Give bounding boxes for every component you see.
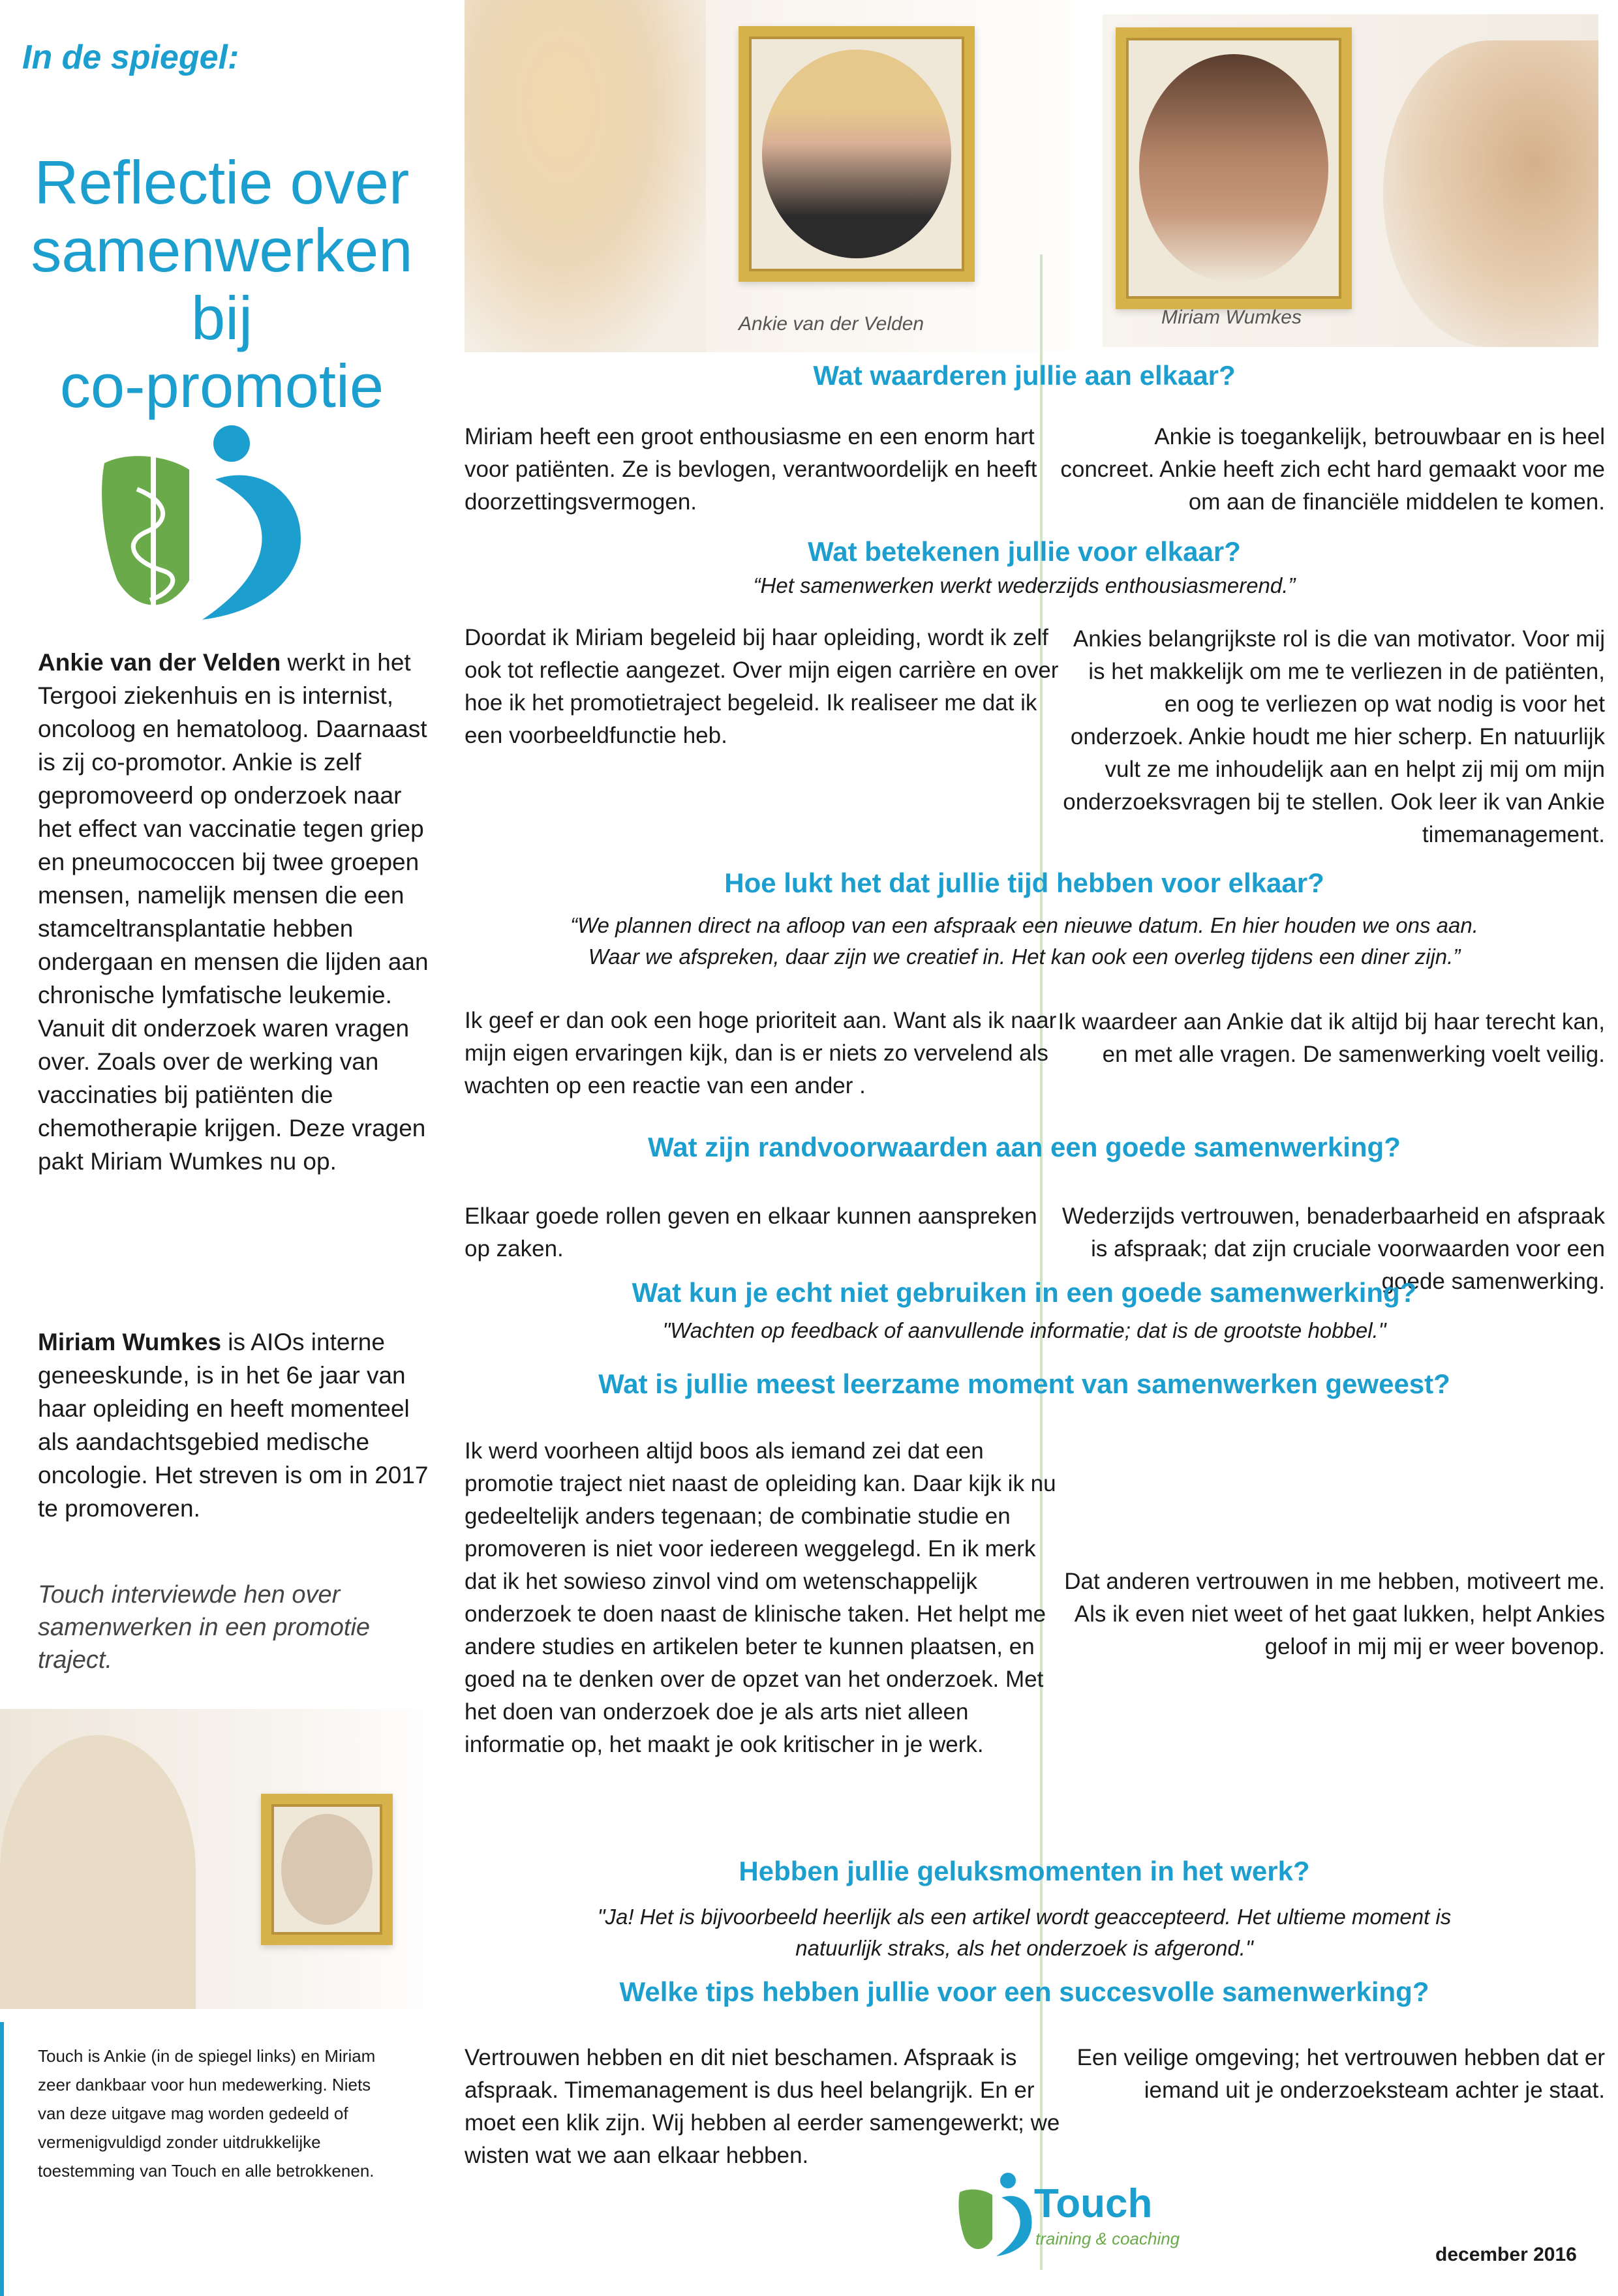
photo-ankie — [465, 0, 1117, 352]
answer-2-left: Doordat ik Miriam begeleid bij haar opleiding, wordt ik zelf ook tot reflectie aangezet. Over mijn eigen carrière en over hoe ik het promotietraject begeleid. Ik realiseer me dat ik een voorbeeldfunctie heb. — [465, 625, 1059, 748]
page-title — [26, 149, 418, 420]
answer-4-left: Elkaar goede rollen geven en elkaar kunnen aanspreken op zaken. — [465, 1203, 1037, 1261]
person-blur — [465, 0, 706, 352]
answer-6-left: Ik werd voorheen altijd boos als iemand zei dat een promotie traject niet naast de opleiding kan. Daar kijk ik nu gedeeltelijk anders tegenaan; de combinatie studie en promoveren is niet voor iedereen weggelegd. En ik merk dat ik het sowieso zinvol vind om wetenschappelijk onderzoek te doen naast de klinische taken. Het helpt me andere studies en artikelen beter te kunnen plaatsen, en goed na te denken over de opzet van het onderzoek. Met het doen van onderzoek doe je als arts niet alleen informatie op, het maakt je ook kritischer in je werk. — [465, 1438, 1056, 1757]
logo-name: Touch — [1034, 2181, 1153, 2226]
kicker: In de spiegel: — [22, 38, 239, 76]
issue-date: december 2016 — [1435, 2244, 1577, 2265]
quote-line: “We plannen direct na afloop van een afspraak een nieuwe datum. En hier houden we ons aan. — [570, 913, 1478, 937]
question-2: Wat betekenen jullie voor elkaar? — [808, 536, 1241, 567]
title-line: samenwerken — [31, 216, 413, 284]
miriam-bio-text: is AIOs interne geneeskunde, is in het 6e jaar van haar opleiding en heeft momenteel als aandachtsgebied medische oncologie. Het streven is om in 2017 te promoveren. — [38, 1329, 429, 1522]
quote-3 — [444, 910, 1605, 973]
person-blur-right — [1383, 40, 1598, 347]
photo-small — [0, 1709, 444, 2009]
question-1: Wat waarderen jullie aan elkaar? — [813, 360, 1236, 391]
answer-8-left: Vertrouwen hebben en dit niet beschamen. Afspraak is afspraak. Timemanagement is dus heel belangrijk. En er moet een klik zijn. Wij hebben al eerder samengewerkt; we wisten wat we aan elkaar hebben. — [465, 2045, 1060, 2168]
question-7: Hebben jullie geluksmomenten in het werk? — [739, 1856, 1310, 1886]
mirror-frame-miriam — [1116, 27, 1352, 309]
logo-green-shape — [958, 2190, 992, 2249]
touch-logo-icon — [91, 417, 326, 633]
answer-3-right: Ik waardeer aan Ankie dat ik altijd bij haar terecht kan, en met alle vragen. De samenwerking voelt veilig. — [1058, 1009, 1605, 1067]
ankie-name: Ankie van der Velden — [38, 649, 281, 676]
question-5: Wat kun je echt niet gebruiken in een goede samenwerking? — [632, 1277, 1417, 1308]
footer-logo — [956, 2169, 1230, 2267]
touch-logo-small-icon — [956, 2169, 1034, 2260]
quote-2 — [444, 570, 1605, 601]
answer-1-left: Miriam heeft een groot enthousiasme en een enorm hart voor patiënten. Ze is bevlogen, verantwoordelijk en heeft doorzettingsvermogen. — [465, 424, 1037, 515]
quote-5 — [444, 1315, 1605, 1346]
mirror-frame-small — [261, 1794, 393, 1945]
portrait-miriam — [1139, 54, 1328, 282]
answer-2-right: Ankies belangrijkste rol is die van motivator. Voor mij is het makkelijk om me te verliezen in de patiënten, en oog te verliezen op wat nodig is voor het onderzoek. Ankie houdt me hier scherp. En natuurlijk vult ze me inhoudelijk aan en helpt zij mij om mijn onderzoeksvragen bij te stellen. Ook leer ik van Ankie timemanagement. — [1063, 626, 1605, 847]
answer-6-right: Dat anderen vertrouwen in me hebben, motiveert me. Als ik even niet weet of het gaat lukken, helpt Ankies geloof in mij mij er weer bovenop. — [1064, 1569, 1605, 1659]
title-line: co-promotie — [59, 352, 384, 420]
quote-line: "Ja! Het is bijvoorbeeld heerlijk als een artikel wordt geaccepteerd. Het ultieme moment is — [597, 1905, 1452, 1929]
title-line: bij — [191, 284, 253, 352]
answer-4-right: Wederzijds vertrouwen, benaderbaarheid en afspraak is afspraak; dat zijn cruciale voorwaarden voor een goede samenwerking. — [1061, 1203, 1605, 1294]
quote-7 — [444, 1901, 1605, 1964]
quote-line: natuurlijk straks, als het onderzoek is afgerond." — [795, 1936, 1253, 1960]
disclaimer: Touch is Ankie (in de spiegel links) en Miriam zeer dankbaar voor hun medewerking. Niets van deze uitgave mag worden gedeeld of vermenigvuldigd zonder uitdrukkelijke toestemming van Touch en alle betrokkenen. — [38, 2046, 376, 2181]
answer-1-right: Ankie is toegankelijk, betrouwbaar en is heel concreet. Ankie heeft zich echt hard gemaakt voor me om aan de financiële middelen te komen. — [1060, 424, 1605, 515]
logo-dot — [213, 425, 250, 462]
person-silhouette — [0, 1735, 196, 2009]
quote-line: “Het samenwerken werkt wederzijds enthousiasmerend.” — [753, 573, 1296, 597]
touch-logo-large — [91, 417, 326, 633]
logo-tagline: training & coaching — [1035, 2229, 1180, 2248]
disclaimer-border — [0, 2022, 4, 2296]
photo-miriam — [1103, 14, 1598, 347]
ankie-bio — [38, 646, 429, 1178]
quote-line: Waar we afspreken, daar zijn we creatief in. Het kan ook een overleg tijdens een diner zijn.” — [588, 944, 1461, 969]
mirror-small — [281, 1814, 373, 1925]
caption-ankie: Ankie van der Velden — [739, 313, 924, 335]
logo-blue-shape — [202, 476, 301, 620]
question-8: Welke tips hebben jullie voor een succesvolle samenwerking? — [619, 1976, 1429, 2007]
question-3: Hoe lukt het dat jullie tijd hebben voor elkaar? — [724, 868, 1324, 898]
portrait-ankie — [762, 50, 951, 258]
interview-note-text: interviewde hen over samenwerken in een promotie traject. — [38, 1581, 371, 1674]
caption-miriam: Miriam Wumkes — [1161, 307, 1302, 328]
quote-line: "Wachten op feedback of aanvullende informatie; dat is de grootste hobbel." — [662, 1318, 1386, 1342]
logo-blue-shape — [996, 2196, 1032, 2256]
interview-note — [38, 1578, 403, 1676]
miriam-name: Miriam Wumkes — [38, 1329, 222, 1355]
answer-3-left: Ik geef er dan ook een hoge prioriteit aan. Want als ik naar mijn eigen ervaringen kijk, dan is er niets zo vervelend als wachten op een reactie van een ander . — [465, 1008, 1057, 1098]
question-4: Wat zijn randvoorwaarden aan een goede samenwerking? — [648, 1132, 1401, 1162]
miriam-bio — [38, 1325, 429, 1525]
logo-dot — [1000, 2173, 1016, 2188]
touch-word: Touch — [38, 1581, 105, 1609]
title-line: Reflectie over — [34, 148, 410, 217]
ankie-bio-text: werkt in het Tergooi ziekenhuis en is internist, oncoloog en hematoloog. Daarnaast is zij co-promotor. Ankie is zelf gepromoveerd op onderzoek naar het effect van vaccinatie tegen griep en pneumococcen bij twee groepen mensen, namelijk mensen die een stamceltransplantatie hebben ondergaan en mensen die lijden aan chronische lymfatische leukemie. Vanuit dit onderzoek waren vragen over. Zoals over de werking van vaccinaties bij patiënten die chemotherapie krijgen. Deze vragen pakt Miriam Wumkes nu op. — [38, 649, 429, 1175]
mirror-frame-ankie — [739, 26, 975, 282]
answer-8-right: Een veilige omgeving; het vertrouwen hebben dat er iemand uit je onderzoeksteam achter je staat. — [1076, 2045, 1605, 2103]
question-6: Wat is jullie meest leerzame moment van samenwerken geweest? — [598, 1368, 1450, 1399]
